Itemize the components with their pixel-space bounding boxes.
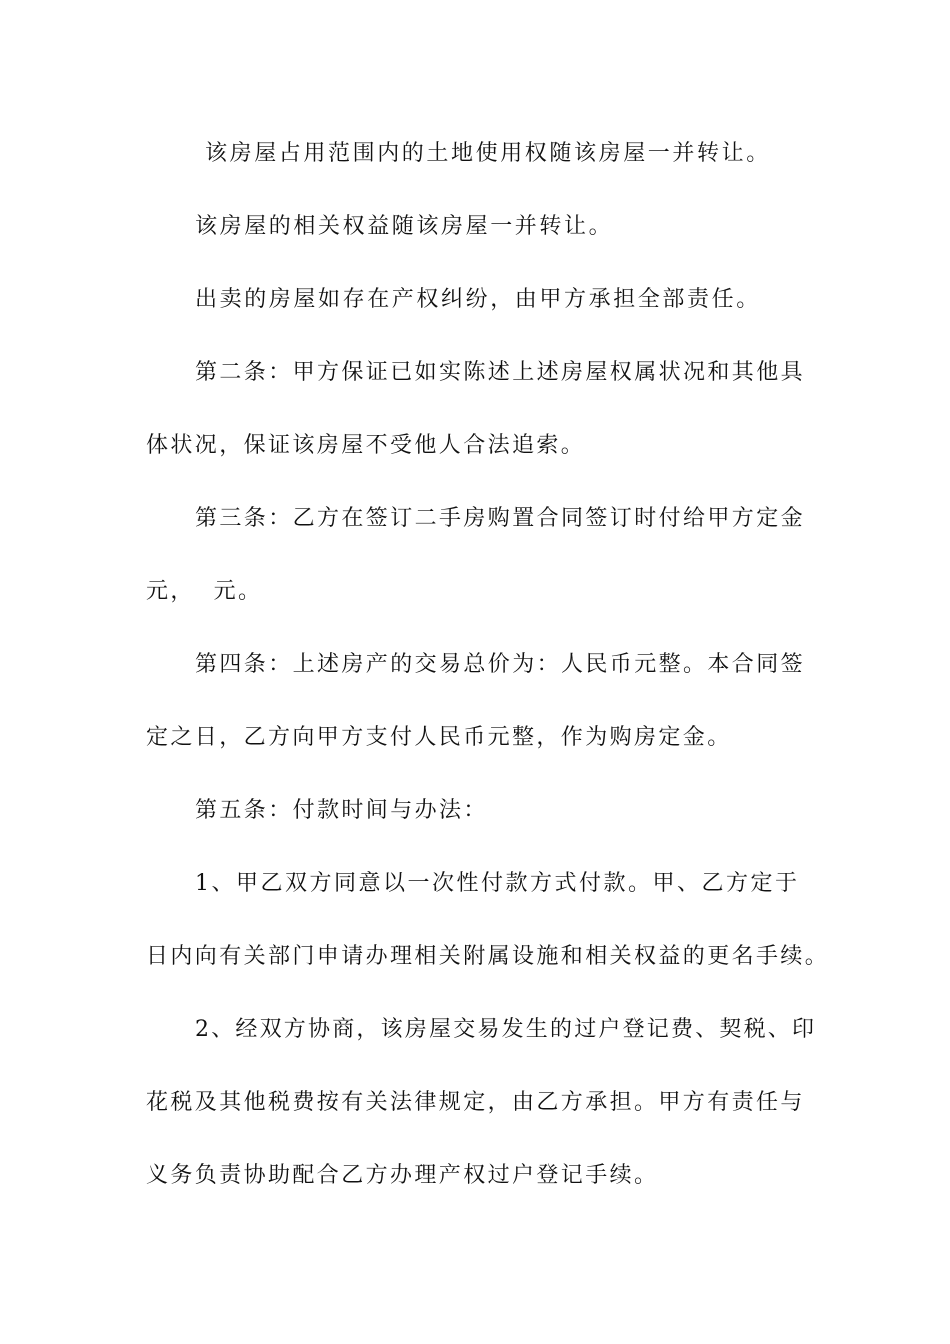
article-5-heading: 第五条：付款时间与办法：: [195, 798, 488, 823]
article-4-line-1: 第四条：上述房产的交易总价为：人民币元整。本合同签: [195, 652, 806, 677]
article-3-line-2: 元， 元。: [146, 579, 263, 604]
paragraph-line-1: 该房屋占用范围内的土地使用权随该房屋一并转让。: [205, 141, 771, 166]
article-2-line-1: 第二条：甲方保证已如实陈述上述房屋权属状况和其他具: [195, 360, 806, 385]
article-3-line-1: 第三条：乙方在签订二手房购置合同签订时付给甲方定金: [195, 506, 806, 531]
paragraph-line-3: 出卖的房屋如存在产权纠纷，由甲方承担全部责任。: [195, 287, 761, 312]
article-5-item-1-line-1: 1、甲乙双方同意以一次性付款方式付款。甲、乙方定于: [195, 871, 800, 896]
paragraph-line-2: 该房屋的相关权益随该房屋一并转让。: [195, 214, 614, 239]
article-5-item-1-line-2: 日内向有关部门申请办理相关附属设施和相关权益的更名手续。: [146, 944, 830, 969]
article-4-line-2: 定之日，乙方向甲方支付人民币元整，作为购房定金。: [146, 725, 732, 750]
article-5-item-2-line-3: 义务负责协助配合乙方办理产权过户登记手续。: [146, 1163, 659, 1188]
article-5-item-2-line-2: 花税及其他税费按有关法律规定，由乙方承担。甲方有责任与: [146, 1090, 805, 1115]
article-2-line-2: 体状况，保证该房屋不受他人合法追索。: [146, 433, 586, 458]
article-5-item-2-line-1: 2、经双方协商，该房屋交易发生的过户登记费、契税、印: [195, 1017, 817, 1042]
